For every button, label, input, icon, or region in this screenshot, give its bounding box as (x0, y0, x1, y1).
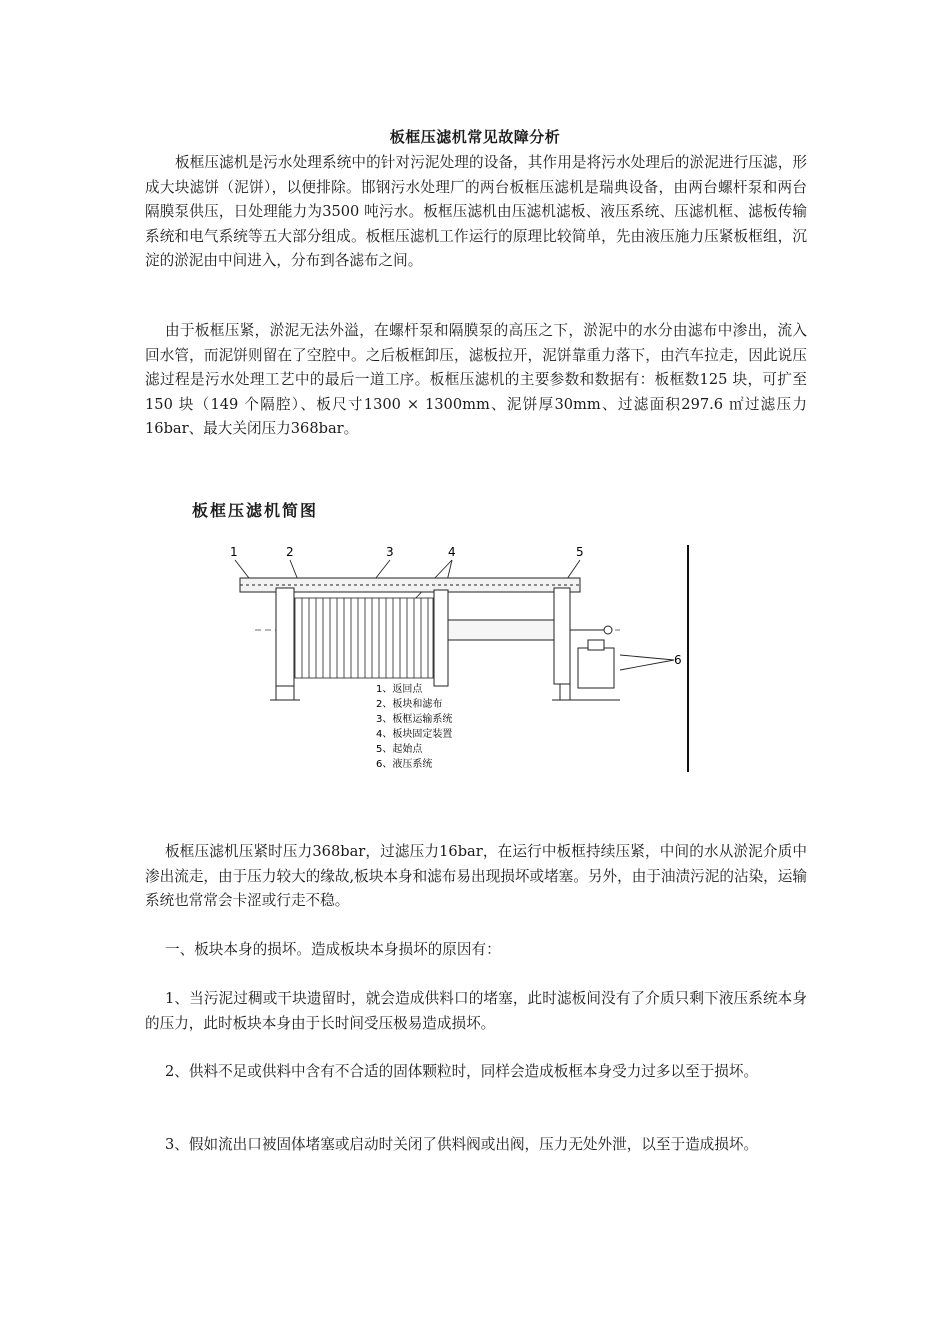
legend-item: 5、起始点 (376, 744, 423, 755)
diagram-legend (376, 682, 452, 770)
callout-1: 1 (230, 545, 238, 559)
list-item-1: 1、当污泥过稠或干块遗留时，就会造成供料口的堵塞，此时滤板间没有了介质只剩下液压系统本身的压力，此时板块本身由于长时间受压极易造成损坏。 (145, 990, 807, 1032)
diagram-drawing (180, 490, 720, 790)
legend-item: 3、板框运输系统 (376, 714, 453, 725)
filter-press-diagram (180, 490, 720, 790)
callout-4: 4 (448, 545, 456, 559)
callout-3: 3 (386, 545, 394, 559)
legend-item: 1、返回点 (376, 684, 423, 695)
document-title: 板框压滤机常见故障分析 (389, 128, 561, 146)
legend-item: 2、板块和滤布 (376, 699, 443, 710)
list-item-2: 2、供料不足或供料中含有不合适的固体颗粒时，同样会造成板框本身受力过多以至于损坏。 (165, 1063, 759, 1080)
callout-2: 2 (286, 545, 294, 559)
legend-item: 4、板块固定装置 (376, 729, 453, 740)
paragraph-pressure: 板框压滤机压紧时压力368bar，过滤压力16bar，在运行中板框持续压紧，中间的水从淤泥介质中渗出流走，由于压力较大的缘故,板块本身和滤布易出现损坏或堵塞。另外，由于油渍污泥的沾染，运输系统也常常会卡涩或行走不稳。 (145, 843, 807, 909)
diagram-title: 板框压滤机简图 (192, 501, 319, 520)
legend-item: 6、液压系统 (376, 759, 433, 770)
list-item-3: 3、假如流出口被固体堵塞或启动时关闭了供料阀或出阀，压力无处外泄，以至于造成损坏。 (165, 1136, 759, 1153)
paragraph-process: 由于板框压紧，淤泥无法外溢，在螺杆泵和隔膜泵的高压之下，淤泥中的水分由滤布中渗出，流入回水管，而泥饼则留在了空腔中。之后板框卸压，滤板拉开，泥饼靠重力落下，由汽车拉走，因此说压滤过程是污水处理工艺中的最后一道工序。板框压滤机的主要参数和数据有：板框数125 块，可扩至150 块（149 个隔腔）、板尺寸1300 × 1300mm、泥饼厚30mm、过滤面积297.6 ㎡过滤压力16bar、最大关闭压力368bar。 (145, 322, 807, 437)
section-heading: 一、板块本身的损坏。造成板块本身损坏的原因有： (165, 941, 501, 958)
paragraph-intro: 板框压滤机是污水处理系统中的针对污泥处理的设备，其作用是将污水处理后的淤泥进行压滤，形成大块滤饼（泥饼），以便排除。邯钢污水处理厂的两台板框压滤机是瑞典设备，由两台螺杆泵和两台隔膜泵供压，日处理能力为3500 吨污水。板框压滤机由压滤机滤板、液压系统、压滤机框、滤板传输系统和电气系统等五大部分组成。板框压滤机工作运行的原理比较简单，先由液压施力压紧板框组，沉淀的淤泥由中间进入，分布到各滤布之间。 (145, 154, 807, 269)
plate-stack (295, 598, 433, 678)
callout-5: 5 (576, 545, 584, 559)
callout-6: 6 (674, 653, 682, 667)
